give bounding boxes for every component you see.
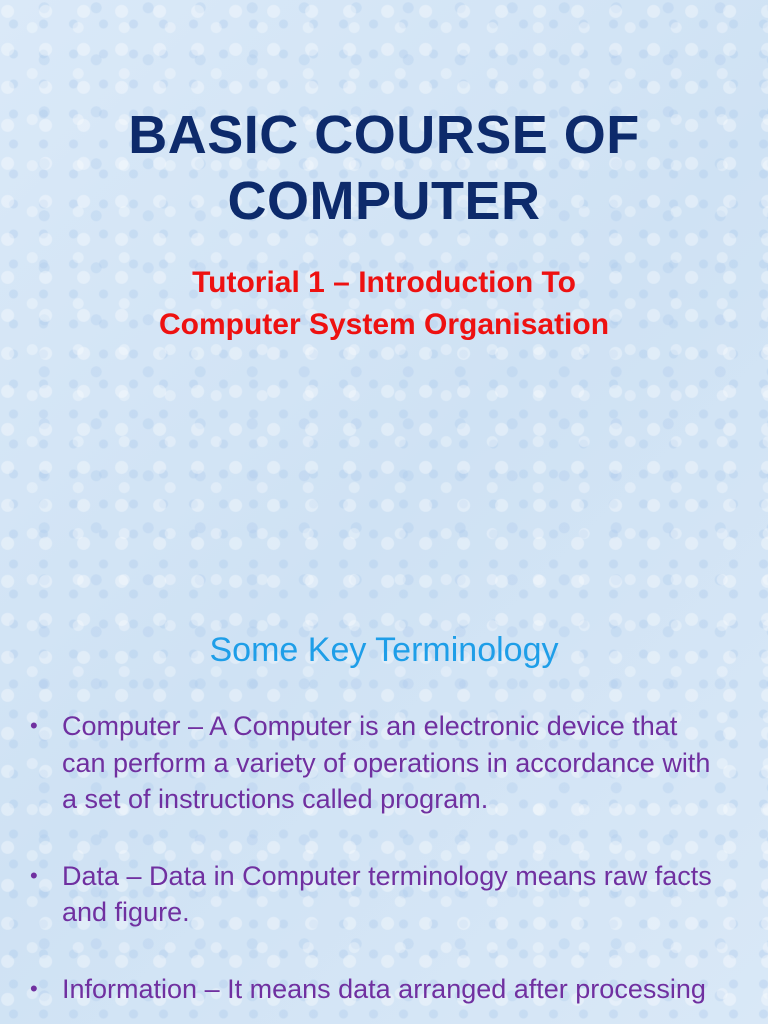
terminology-heading: Some Key Terminology (209, 631, 559, 669)
bullet-icon: • (30, 862, 38, 888)
list-item (28, 971, 728, 1008)
bullet-icon: • (30, 975, 38, 1001)
tutorial-subtitle-line-1: Tutorial 1 – Introduction To (192, 266, 576, 299)
term-text: Information – It means data arranged after processing (62, 973, 706, 1004)
course-title-line-1: BASIC COURSE OF (128, 105, 640, 165)
terminology-slide (0, 580, 768, 1024)
term-text: Computer – A Computer is an electronic device that can perform a variety of operations in accordance with a set of instructions called program. (62, 711, 711, 814)
terminology-list (28, 708, 728, 1024)
course-title (0, 102, 768, 234)
bullet-icon: • (30, 713, 38, 738)
list-item (28, 858, 728, 931)
tutorial-subtitle-line-2: Computer System Organisation (158, 308, 610, 341)
tutorial-subtitle (0, 262, 768, 346)
term-text: Data – Data in Computer terminology means raw facts and figure. (62, 860, 712, 927)
list-item (28, 708, 728, 818)
course-title-line-2: COMPUTER (227, 171, 541, 231)
